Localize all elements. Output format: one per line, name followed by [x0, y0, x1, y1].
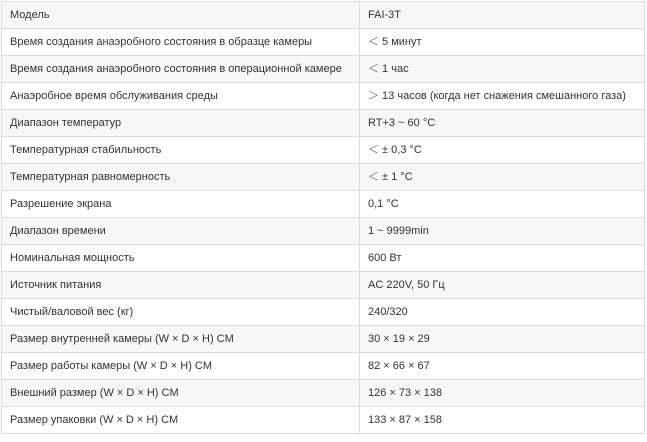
table-row [2, 353, 645, 380]
table-row [2, 110, 645, 137]
table-row [2, 272, 645, 299]
table-row [2, 56, 645, 83]
param-value-cell: ＜ ± 1 °C [360, 164, 645, 191]
param-value-cell: 133 × 87 × 158 [360, 407, 645, 434]
spec-table [1, 1, 645, 434]
param-name-cell: Время создания анаэробного состояния в операционной камере [2, 56, 360, 83]
param-value-cell: 600 Вт [360, 245, 645, 272]
table-row [2, 407, 645, 434]
param-value-cell: 1 ~ 9999min [360, 218, 645, 245]
param-name-cell: Температурная равномерность [2, 164, 360, 191]
param-name-cell: Разрешение экрана [2, 191, 360, 218]
param-name-cell: Диапазон температур [2, 110, 360, 137]
param-name-cell: Температурная стабильность [2, 137, 360, 164]
param-name-cell: Номинальная мощность [2, 245, 360, 272]
param-name-cell: Размер внутренней камеры (W × D × H) CM [2, 326, 360, 353]
param-value-cell: ＜ 1 час [360, 56, 645, 83]
table-row [2, 29, 645, 56]
param-name-cell: Размер работы камеры (W × D × H) CM [2, 353, 360, 380]
table-row [2, 2, 645, 29]
table-row [2, 83, 645, 110]
table-row [2, 218, 645, 245]
param-value-cell: ＞ 13 часов (когда нет снажения смешанного газа) [360, 83, 645, 110]
param-value-cell: 30 × 19 × 29 [360, 326, 645, 353]
param-name-cell: Размер упаковки (W × D × H) CM [2, 407, 360, 434]
table-row [2, 326, 645, 353]
param-value-cell: 240/320 [360, 299, 645, 326]
table-row [2, 137, 645, 164]
param-value-cell: 82 × 66 × 67 [360, 353, 645, 380]
param-name-cell: Диапазон времени [2, 218, 360, 245]
param-name-cell: Время создания анаэробного состояния в образце камеры [2, 29, 360, 56]
param-value-cell: ＜ ± 0,3 °C [360, 137, 645, 164]
param-value-cell: RT+3 ~ 60 °C [360, 110, 645, 137]
param-value-cell: FAI-3T [360, 2, 645, 29]
param-value-cell: ＜ 5 минут [360, 29, 645, 56]
table-row [2, 191, 645, 218]
param-value-cell: AC 220V, 50 Гц [360, 272, 645, 299]
param-value-cell: 0,1 °C [360, 191, 645, 218]
table-row [2, 245, 645, 272]
param-name-cell: Источник питания [2, 272, 360, 299]
param-value-cell: 126 × 73 × 138 [360, 380, 645, 407]
table-row [2, 164, 645, 191]
param-name-cell: Внешний размер (W × D × H) CM [2, 380, 360, 407]
table-row [2, 299, 645, 326]
param-name-cell: Модель [2, 2, 360, 29]
param-name-cell: Чистый/валовой вес (кг) [2, 299, 360, 326]
param-name-cell: Анаэробное время обслуживания среды [2, 83, 360, 110]
spec-table-body [2, 2, 645, 434]
table-row [2, 380, 645, 407]
